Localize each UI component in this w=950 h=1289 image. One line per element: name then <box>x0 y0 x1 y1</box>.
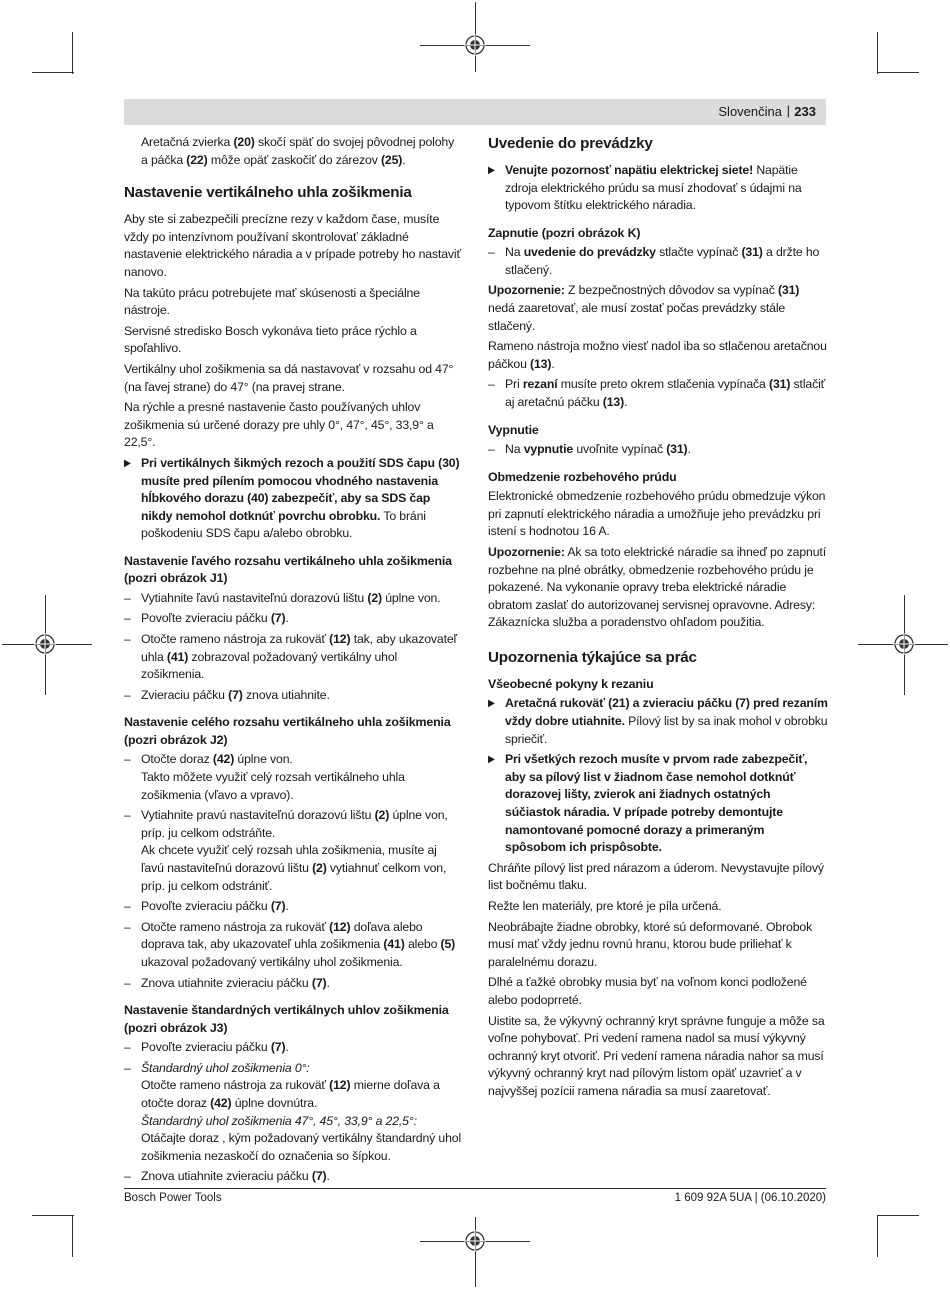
footer-brand: Bosch Power Tools <box>124 1192 222 1204</box>
list-item: – Povoľte zvieraciu páčku (7). <box>124 899 289 914</box>
list-item: – Vytiahnite pravú nastaviteľnú dorazovú lištu (2) úplne von, príp. ju celkom odstráňte. Ak chcete využiť celý rozsah uhla zošikmenia, musíte aj ľavú nastaviteľnú dorazovú lištu (2) vytiahnuť celkom von, príp. ju celkom odstrániť. <box>124 808 448 893</box>
right-column <box>488 134 828 1104</box>
paragraph: Servisné stredisko Bosch vykonáva tieto práce rýchlo a spoľahlivo. <box>124 323 417 356</box>
warning-item: ▶ Pri všetkých rezoch musíte v prvom rade zabezpečiť, aby sa pílový list v žiadnom čase nemohol dotknúť dorazovej lišty, zvierok ani žiadnych ostatných súčiastok náradia. V prípade potreby demontujte namontované pomocné dorazy a primeraným spôsobom ich prispôsobte. <box>488 752 808 855</box>
warning-item: ▶ Venujte pozornosť napätiu elektrickej siete! Napätie zdroja elektrického prúdu sa musí zhodovať s údajmi na typovom štítku elektrického náradia. <box>488 163 802 213</box>
registration-target-icon <box>464 34 486 56</box>
list-item: – Otočte rameno nástroja za rukoväť (12) doľava alebo doprava tak, aby ukazovateľ uhla zošikmenia (41) alebo (5) ukazoval požadovaný vertikálny uhol zošikmenia. <box>124 919 456 969</box>
subsection-heading: Obmedzenie rozbehového prúdu <box>488 469 677 484</box>
paragraph: Na takúto prácu potrebujete mať skúsenosti a špeciálne nástroje. <box>124 285 420 318</box>
page-number: 233 <box>794 104 816 119</box>
crop-mark <box>877 1215 919 1216</box>
registration-target-icon <box>464 1230 486 1252</box>
note-paragraph: Upozornenie: Ak sa toto elektrické náradie sa ihneď po zapnutí rozbehne na plné obrátky, obmedzenie rozbehového prúdu je pokazené. Na vykonanie opravy treba elektrické náradie obratom zaslať do autorizovanej servisnej opravovne. Adresy: Zákaznícka služba a poradenstvo ohľadom použitia. <box>488 545 826 630</box>
header-separator: | <box>786 103 790 118</box>
list-item: – Znova utiahnite zvieraciu páčku (7). <box>124 975 330 990</box>
paragraph: Na rýchle a presné nastavenie často používaných uhlov zošikmenia sú určené dorazy pre uhly 0°, 47°, 45°, 33,9° a 22,5°. <box>124 400 434 450</box>
list-item: – Na vypnutie uvoľnite vypínač (31). <box>488 442 691 457</box>
header-language: Slovenčina <box>718 104 782 119</box>
crop-mark <box>475 1217 476 1287</box>
crop-mark <box>877 32 878 74</box>
intro-paragraph: Aretačná zvierka (20) skočí späť do svojej pôvodnej polohy a páčka (22) môže opäť zaskočiť do zárezov (25). <box>141 135 455 167</box>
paragraph: Aby ste si zabezpečili precízne rezy v každom čase, musíte vždy po intenzívnom používaní skontrolovať základné nastavenie elektrického náradia a v prípade potreby ho nastaviť nanovo. <box>124 212 461 279</box>
list-item: – Povoľte zvieraciu páčku (7). <box>124 611 289 626</box>
arrow-right-icon: ▶ <box>488 698 495 710</box>
paragraph: Rameno nástroja možno viesť nadol iba so stlačenou aretačnou páčkou (13). <box>488 339 827 371</box>
section-heading: Nastavenie vertikálneho uhla zošikmenia <box>124 184 412 202</box>
subsection-heading: Nastavenie celého rozsahu vertikálneho uhla zošikmenia (pozri obrázok J2) <box>124 715 451 747</box>
paragraph: Dlhé a ťažké obrobky musia byť na voľnom konci podložené alebo podoprreté. <box>488 975 807 1007</box>
registration-target-icon <box>893 633 915 655</box>
arrow-right-icon: ▶ <box>488 754 495 766</box>
crop-mark <box>72 32 73 74</box>
crop-mark <box>877 1215 878 1257</box>
subsection-heading: Nastavenie ľavého rozsahu vertikálneho uhla zošikmenia (pozri obrázok J1) <box>124 553 452 586</box>
section-heading: Uvedenie do prevádzky <box>488 135 653 152</box>
list-item: – Na uvedenie do prevádzky stlačte vypínač (31) a držte ho stlačený. <box>488 245 820 277</box>
warning-item: ▶ Pri vertikálnych šikmých rezoch a použití SDS čapu (30) musíte pred pílením pomocou vhodného nastavenia hĺbkového dorazu (40) zabezpečiť, aby sa SDS čap nikdy nemohol dotknúť povrchu obrobku. To bráni poškodeniu SDS čapu a/alebo obrobku. <box>124 455 460 541</box>
subsection-heading: Všeobecné pokyny k rezaniu <box>488 676 654 691</box>
crop-mark <box>72 1215 73 1257</box>
list-item: – Pri rezaní musíte preto okrem stlačenia vypínača (31) stlačiť aj aretačnú páčku (13). <box>488 377 826 410</box>
subsection-heading: Zapnutie (pozri obrázok K) <box>488 225 641 240</box>
list-item: – Znova utiahnite zvieraciu páčku (7). <box>124 1169 330 1184</box>
crop-mark <box>32 1215 74 1216</box>
paragraph: Chráňte pílový list pred nárazom a úderom. Nevystavujte pílový list bočnému tlaku. <box>488 860 824 893</box>
list-item: – Vytiahnite ľavú nastaviteľnú dorazovú lištu (2) úplne von. <box>124 590 441 605</box>
paragraph: Uistite sa, že výkyvný ochranný kryt správne funguje a môže sa voľne pohybovať. Pri vedení ramena nadol sa musí výkyvný ochranný kryt otvoriť. Pri vedení ramena náradia nahor sa musí výkyvný ochranný kryt nad pílovým listom opäť uzavrieť a v najvyššej pozícii ramena náradia sa musí zaaretovať. <box>488 1013 825 1098</box>
paragraph: Režte len materiály, pre ktoré je píla určená. <box>488 899 722 913</box>
warning-item: ▶ Aretačná rukoväť (21) a zvieraciu páčku (7) pred rezaním vždy dobre utiahnite. Pílový list by sa inak mohol v obrobku spriečiť. <box>488 696 828 746</box>
list-item: – Otočte doraz (42) úplne von. Takto môžete využiť celý rozsah vertikálneho uhla zošikmenia (vľavo a vpravo). <box>124 752 405 802</box>
paragraph: Elektronické obmedzenie rozbehového prúdu obmedzuje výkon pri zapnutí elektrického náradia a umožňuje jeho prevádzku pri istení s hodnotou 16 A. <box>488 489 826 539</box>
section-heading: Upozornenia týkajúce sa prác <box>488 648 697 666</box>
crop-mark <box>32 72 74 73</box>
list-item: – Otočte rameno nástroja za rukoväť (12) tak, aby ukazovateľ uhla (41) zobrazoval požadovaný vertikálny uhol zošikmenia. <box>124 632 457 682</box>
arrow-right-icon: ▶ <box>124 457 131 469</box>
note-paragraph: Upozornenie: Z bezpečnostných dôvodov sa vypínač (31) nedá zaaretovať, ale musí zostať počas prevádzky stále stlačený. <box>488 283 800 333</box>
registration-target-icon <box>34 633 56 655</box>
page-header <box>124 99 826 125</box>
subsection-heading: Nastavenie štandardných vertikálnych uhlov zošikmenia (pozri obrázok J3) <box>124 1003 449 1035</box>
footer-divider <box>124 1188 826 1189</box>
arrow-right-icon: ▶ <box>488 165 495 176</box>
footer-doc-id: 1 609 92A 5UA | (06.10.2020) <box>674 1192 826 1204</box>
subsection-heading: Vypnutie <box>488 422 539 437</box>
left-column <box>124 134 462 1189</box>
list-item: – Povoľte zvieraciu páčku (7). <box>124 1040 289 1055</box>
list-item: – Štandardný uhol zošikmenia 0°: Otočte rameno nástroja za rukoväť (12) mierne doľava a otočte doraz (42) úplne dovnútra. Štandardný uhol zošikmenia 47°, 45°, 33,9° a 22,5°: Otáčajte doraz , kým požadovaný vertikálny štandardný uhol zošikmenia nezaskočí do označenia so šípkou. <box>124 1060 462 1163</box>
paragraph: Neobrábajte žiadne obrobky, ktoré sú deformované. Obrobok musí mať vždy jednu rovnú hranu, ktorou bude priliehať k paralelnému dorazu. <box>488 919 813 969</box>
list-item: – Zvieraciu páčku (7) znova utiahnite. <box>124 687 330 702</box>
paragraph: Vertikálny uhol zošikmenia sa dá nastavovať v rozsahu od 47° (na ľavej strane) do 47° (na pravej strane. <box>124 361 454 394</box>
crop-mark <box>877 72 919 73</box>
